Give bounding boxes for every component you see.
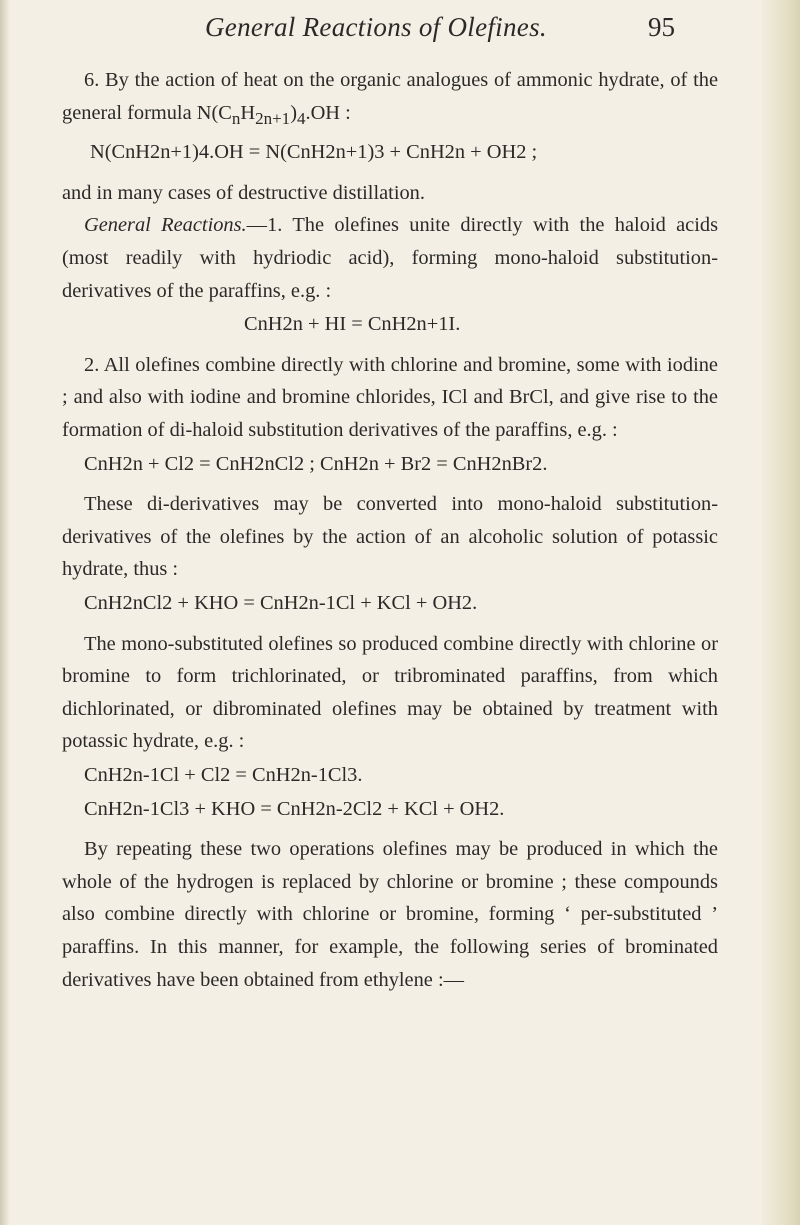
formula-3: CnH2n + Cl2 = CnH2nCl2 ; CnH2n + Br2 = CnH2nBr2.	[84, 452, 548, 475]
body-text	[62, 64, 718, 996]
formula-5: CnH2n-1Cl + Cl2 = CnH2n-1Cl3.	[84, 763, 363, 786]
page-number: 95	[648, 12, 675, 42]
page-edge	[762, 0, 800, 1225]
page-header	[0, 6, 800, 46]
formula-6: CnH2n-1Cl3 + KHO = CnH2n-2Cl2 + KCl + OH2.	[84, 797, 505, 820]
formula-1: N(CnH2n+1)4.OH = N(CnH2n+1)3 + CnH2n + OH2 ;	[90, 141, 538, 164]
section-heading: General Reactions.	[84, 214, 247, 237]
running-head: General Reactions of Olefines.	[205, 12, 547, 42]
paragraph-distillation: and in many cases of destructive distillation.	[62, 181, 425, 204]
paragraph-repeating: By repeating these two operations olefines may be produced in which the whole of the hydrogen is replaced by chlorine or bromine ; these compounds also combine directly with chlorine or bromine, forming ‘ per-substituted ’ paraffins. In this manner, for example, the following series of brominated derivatives have been obtained from ethylene :—	[62, 838, 718, 991]
formula-2: CnH2n + HI = CnH2n+1I.	[244, 313, 461, 336]
formula-4: CnH2nCl2 + KHO = CnH2n-1Cl + KCl + OH2.	[84, 591, 478, 614]
paragraph-mono-substituted: The mono-substituted olefines so produced combine directly with chlorine or bromine to form trichlorinated, or tribrominated paraffins, from which dichlorinated, or dibrominated olefines may be obtained by treatment with potassic hydrate, e.g. :	[62, 632, 718, 753]
page-gutter-shadow	[0, 0, 10, 1225]
paragraph-general-reactions: General Reactions.—1. The olefines unite directly with the haloid acids (most readily with hydriodic acid), forming mono-haloid substitution-derivatives of the paraffins, e.g. :	[62, 214, 719, 302]
paragraph-di-derivatives: These di-derivatives may be converted into mono-haloid substitution-derivatives of the olefines by the action of an alcoholic solution of potassic hydrate, thus :	[62, 493, 718, 581]
paragraph-6: 6. By the action of heat on the organic analogues of ammonic hydrate, of the general formula $N(C_nH_{2n+1})_4.OH$ :	[62, 69, 718, 128]
paragraph-2: 2. All olefines combine directly with chlorine and bromine, some with iodine ; and also with iodine and bromine chlorides, ICl and BrCl, and give rise to the formation of di-haloid substitution derivatives of the paraffins, e.g. :	[62, 353, 718, 442]
